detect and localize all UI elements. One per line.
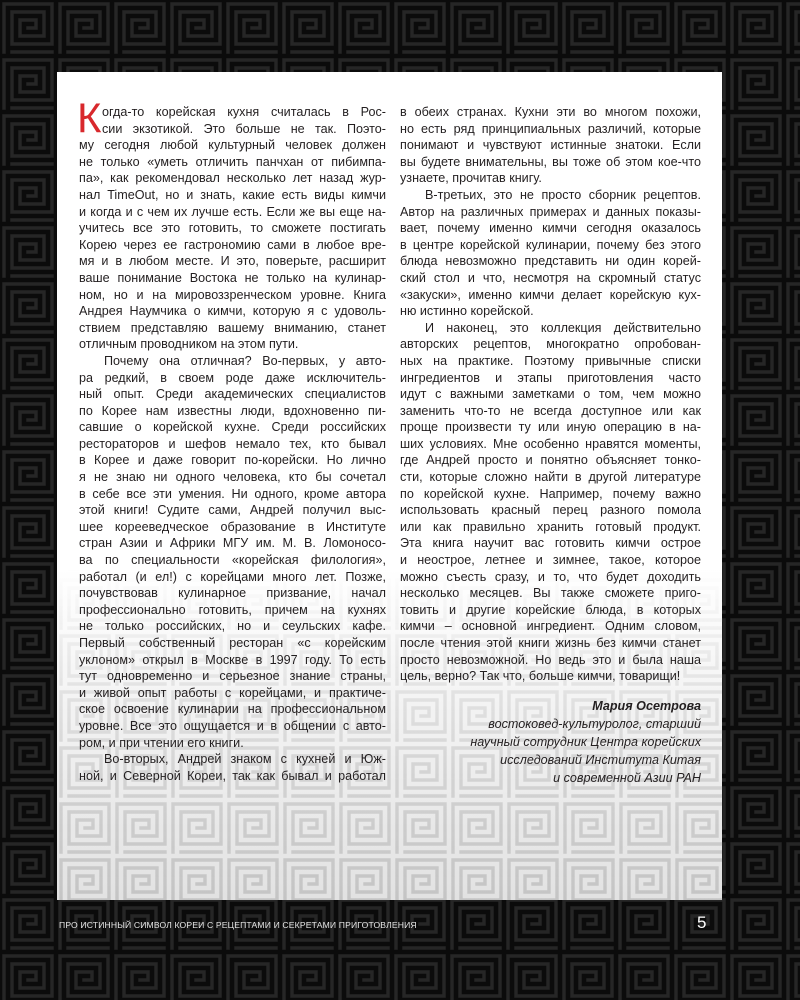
text-line: уклоном» открыл в Москве в 1997 году. То есть [79, 652, 386, 667]
text-line: цель, верно? Так что, больше кимчи, товарищи! [400, 669, 681, 684]
text-line: по корейской кухне. Например, почему важно [400, 486, 701, 501]
page-number: 5 [697, 913, 707, 932]
text-line: му сегодня любой культурный человек должен [79, 138, 386, 153]
text-line: ню истинно корейской. [400, 304, 534, 319]
text-line: ный опыт. Среди академических специалистов [79, 387, 386, 402]
text-line: шее корееведческое образование в Институте [79, 519, 386, 534]
paragraph [79, 353, 386, 751]
text-line: учитесь все это готовить, то сможете постигать [79, 221, 386, 236]
text-line: рестораторов и шефов немало тех, кто бывал [79, 436, 386, 451]
text-line: кимчи – основной ингредиент. Одним словом, [400, 619, 701, 634]
text-line: Почему она отличная? Во-первых, у авто- [104, 353, 386, 368]
text-line: не только российских, но и сеульских кафе. [79, 619, 386, 634]
text-line: использовать красный перец разного помола [400, 503, 701, 518]
text-line: просто невозможной. Но ведь это и была наша [400, 652, 701, 667]
paragraph [400, 320, 701, 685]
text-line: ский стол и что, несмотря на скромный статус [400, 270, 701, 285]
text-line: или как правильно хранить готовый продукт. [400, 519, 701, 534]
text-line: савшие о корейской кухне. Среди российских [79, 420, 386, 435]
text-line: и неострое, летнее и зимнее, такое, которое [400, 553, 701, 568]
text-line: вы будете внимательны, вы тоже об этом кое-что [400, 154, 701, 169]
text-line: ва по специальности «корейская филология», [79, 553, 386, 568]
text-line: проще произвести ту или иную операцию в на- [400, 420, 701, 435]
text-line: И наконец, это коллекция действительно [425, 320, 701, 335]
text-line: Эта книга научит вас готовить кимчи острое [400, 536, 701, 551]
text-line: не только «уметь отличить панчхан от пибимпа- [79, 154, 386, 169]
text-line: я не знаю ни одного человека, кто бы сочетал [79, 470, 386, 485]
text-line: товить и другие корейские блюда, в которых [400, 602, 701, 617]
text-line: после чтения этой книги жизнь без кимчи станет [400, 636, 701, 650]
paragraph [400, 187, 701, 320]
text-line: ствием представляю вашему вниманию, станет [79, 320, 386, 335]
paragraph [79, 751, 386, 784]
text-line: несколько месяцев. Вы также сможете приго- [400, 586, 701, 601]
text-line: Во-вторых, Андрей знаком с кухней и Юж- [104, 752, 386, 767]
text-line: в себе все эти умения. Ни одного, кроме автора [79, 486, 386, 501]
signature-block [470, 697, 701, 787]
column-right [400, 104, 701, 685]
text-line: в обеих странах. Кухни эти во многом похожи, [400, 105, 701, 119]
text-line: блюда невозможно представить ни один корей- [400, 254, 701, 269]
text-line: ром, и при чтении его книги. [79, 735, 244, 750]
text-line: Автор на различных примерах и данных показы- [400, 204, 701, 219]
signature-title-line: научный сотрудник Центра корейских [470, 735, 701, 749]
text-line: Корею через ее гастрономию сами в любое вре- [79, 237, 386, 252]
text-line: и когда и с чем их лучше есть. Если же вы еще на- [79, 204, 386, 219]
text-line: мя и в любом месте. И это, поверьте, расширит [79, 254, 386, 269]
paragraph [400, 104, 701, 187]
drop-cap: К [77, 94, 102, 141]
text-line: «закуски», именно кимчи делает корейскую кух- [400, 287, 701, 302]
text-line: и живой опыт работы с корейцами, и практиче- [79, 685, 386, 700]
text-line: авторских рецептов, многократно опробован- [400, 337, 701, 352]
text-line: этой книги! Судите сами, Андрей получил выс- [79, 503, 386, 518]
text-line: заменить что-то не всегда доступное или как [400, 403, 701, 418]
text-line: сии экзотикой. Это больше не так. Поэто- [102, 121, 386, 136]
text-line: вает, почему именно кимчи сегодня оказалось [400, 221, 701, 236]
text-line: ваше понимание Востока не только на кулинар- [79, 270, 386, 285]
text-line: узнаете, прочитав книгу. [400, 171, 542, 186]
text-line: па», как рекомендовал несколько лет назад жур- [79, 171, 386, 186]
text-line: в центре корейской кулинарии, почему без этого [400, 237, 701, 252]
text-line: нал TimeOut, но и знать, какие есть виды кимчи [79, 187, 386, 202]
text-line: профессионально готовить, причем на кухнях [79, 602, 386, 617]
text-line: ном, но и на мировоззренческом уровне. Книга [79, 287, 386, 302]
text-line: отличным проводником на этом пути. [79, 337, 299, 352]
text-line: уровне. Все это ощущается и в общении с авто- [79, 718, 386, 733]
text-line: почувствовав кулинарное призвание, начал [79, 586, 386, 601]
text-line: тут одновременно и серьезное знание страны, [79, 669, 386, 684]
signature-title-line: востоковед-культуролог, старший [488, 717, 701, 731]
text-line: где Андрей просто и понятно объясняет тонко- [400, 453, 701, 468]
text-line: сти, которые сложно найти в другой литературе [400, 470, 701, 485]
text-line: Андрея Наумчика о кимчи, которую я с удоволь- [79, 304, 386, 319]
text-line: можно съесть сразу, и то, что будет доходить [400, 569, 701, 584]
text-line: ной, и Северной Кореи, так как бывал и работал [79, 768, 386, 783]
text-line: идут с важными заметками о том, чем можно [400, 387, 701, 402]
text-line: ных на практике. Поэтому привычные списки [400, 353, 701, 368]
text-line: Первый собственный ресторан «с корейским [79, 636, 386, 650]
text-line: в Корее и даже говорит по-корейски. Но лично [79, 453, 386, 468]
text-line: огда-то корейская кухня считалась в Рос- [102, 105, 386, 119]
column-left [79, 104, 386, 784]
text-line: В-третьих, это не просто сборник рецептов. [425, 187, 701, 202]
signature-name: Мария Осетрова [592, 699, 701, 713]
text-line: стран Азии и Африки МГУ им. М. В. Ломоносо- [79, 536, 386, 551]
text-line: ингредиентов и этапы приготовления часто [400, 370, 701, 385]
text-line: понимают и чувствуют истинные знатоки. Если [400, 138, 701, 153]
text-line: ское освоение кулинарии на профессиональном [79, 702, 386, 717]
text-line: но есть ряд принципиальных различий, которые [400, 121, 701, 136]
signature-title-line: исследований Института Китая [500, 753, 701, 767]
paragraph [79, 104, 386, 353]
signature-title-line: и современной Азии РАН [553, 771, 701, 785]
text-line: работал (и ел!) с корейцами много лет. Позже, [79, 569, 386, 584]
text-line: ра редкий, в своем роде даже исключитель- [79, 370, 386, 385]
text-line: по Корее нам известны люди, вдохновенно пи- [79, 403, 386, 418]
running-title: ПРО ИСТИННЫЙ СИМВОЛ КОРЕИ С РЕЦЕПТАМИ И СЕКРЕТАМИ ПРИГОТОВЛЕНИЯ [59, 920, 417, 930]
text-line: ших условиях. Мне особенно нравятся моменты, [400, 436, 701, 451]
